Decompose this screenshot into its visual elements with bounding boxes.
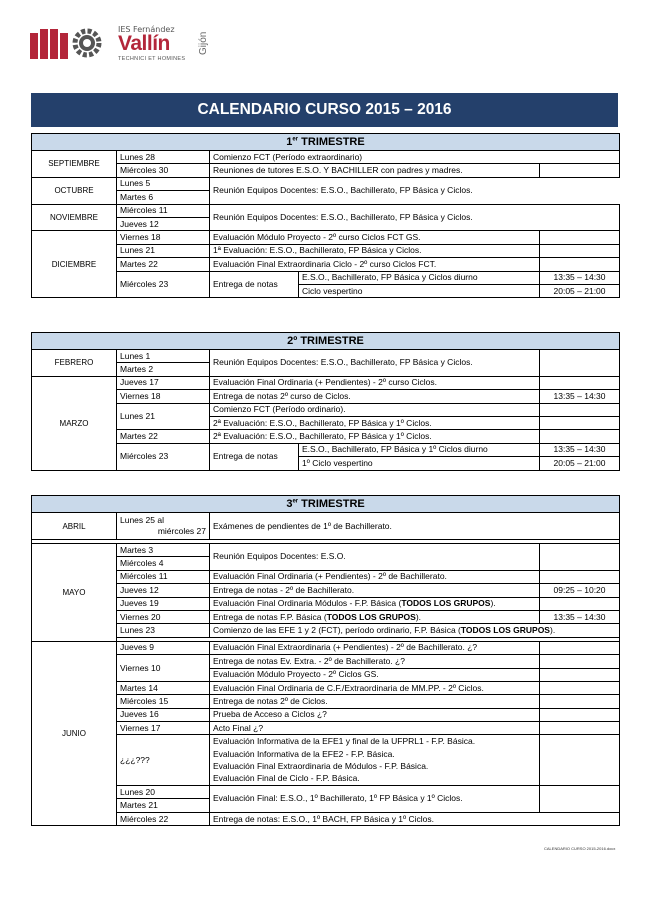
date-cell: Martes 6: [117, 191, 210, 204]
event-cell: Entrega de notas F.P. Básica (TODOS LOS GRUPOS).: [210, 610, 540, 623]
time-cell: [540, 695, 620, 708]
school-logo: [30, 24, 230, 62]
event-cell: Comienzo FCT (Período ordinario).: [210, 403, 540, 416]
trimester-2-table: [31, 332, 620, 471]
date-cell: Miércoles 22: [117, 812, 210, 825]
month-cell: JUNIO: [32, 641, 117, 825]
page-title: CALENDARIO CURSO 2015 – 2016: [31, 93, 618, 127]
event-cell: Evaluación Final Ordinaria de C.F./Extraordinaria de MM.PP. - 2º Ciclos.: [210, 681, 540, 694]
month-cell: NOVIEMBRE: [32, 204, 117, 231]
date-cell: Martes 3: [117, 544, 210, 557]
date-cell: Lunes 21: [117, 403, 210, 430]
event-cell: Exámenes de pendientes de 1º de Bachillerato.: [210, 513, 620, 540]
trimester-1-table: [31, 133, 620, 298]
date-cell: Miércoles 23: [117, 443, 210, 470]
event-cell: Entrega de notas: [210, 271, 299, 298]
time-cell: 13:35 – 14:30: [540, 443, 620, 456]
month-cell: ABRIL: [32, 513, 117, 540]
month-cell: OCTUBRE: [32, 177, 117, 204]
event-cell: Entrega de notas 2º de Ciclos.: [210, 695, 540, 708]
event-cell: Comienzo de las EFE 1 y 2 (FCT), período ordinario, F.P. Básica (TODOS LOS GRUPOS).: [210, 624, 620, 637]
event-cell: Evaluación Final Ordinaria (+ Pendientes) - 2º curso Ciclos.: [210, 376, 540, 389]
event-cell: Evaluación Final: E.S.O., 1º Bachillerato, 1º FP Básica y 1º Ciclos.: [210, 786, 540, 813]
time-cell: [540, 597, 620, 610]
event-cell: Evaluación Final de Ciclo - F.P. Básica.: [210, 773, 540, 786]
time-cell: [540, 668, 620, 681]
time-cell: 13:35 – 14:30: [540, 271, 620, 284]
trimester-3-header: 3er TRIMESTRE: [32, 496, 620, 513]
event-cell: Evaluación Informativa de la EFE1 y final de la UFPRL1 - F.P. Básica.: [210, 735, 540, 748]
event-cell: Evaluación Final Extraordinaria de Módulos - F.P. Básica.: [210, 760, 540, 772]
date-cell: Martes 21: [117, 799, 210, 812]
time-cell: [540, 708, 620, 721]
date-cell: Lunes 1: [117, 350, 210, 363]
event-sub-cell: E.S.O., Bachillerato, FP Básica y Ciclos diurno: [299, 271, 540, 284]
gear-icon: [70, 26, 104, 60]
time-cell: 20:05 – 21:00: [540, 457, 620, 470]
time-cell: [540, 641, 620, 654]
date-cell: Miércoles 11: [117, 570, 210, 583]
date-cell: Martes 22: [117, 258, 210, 271]
event-cell: Comienzo FCT (Período extraordinario): [210, 151, 620, 164]
month-cell: DICIEMBRE: [32, 231, 117, 298]
date-cell: Viernes 10: [117, 655, 210, 682]
time-cell: [540, 430, 620, 443]
time-cell: [540, 231, 620, 244]
date-cell: Miércoles 4: [117, 557, 210, 570]
event-cell: Entrega de notas Ev. Extra. - 2º de Bachillerato. ¿?: [210, 655, 540, 668]
event-cell: 1ª Evaluación: E.S.O., Bachillerato, FP Básica y Ciclos.: [210, 244, 540, 257]
time-cell: [540, 376, 620, 389]
book-icon: [30, 29, 68, 59]
event-cell: Entrega de notas: [210, 443, 299, 470]
date-cell: Lunes 20: [117, 786, 210, 799]
date-cell: Miércoles 15: [117, 695, 210, 708]
trimester-3-table: [31, 495, 620, 826]
date-cell: Viernes 18: [117, 231, 210, 244]
time-cell: [540, 244, 620, 257]
date-cell: Miércoles 11: [117, 204, 210, 217]
logo-line3: TECHNICI ET HOMINES: [118, 56, 186, 62]
time-cell: [540, 681, 620, 694]
event-sub-cell: Ciclo vespertino: [299, 284, 540, 297]
event-cell: Prueba de Acceso a Ciclos ¿?: [210, 708, 540, 721]
event-cell: Reunión Equipos Docentes: E.S.O., Bachillerato, FP Básica y Ciclos.: [210, 204, 620, 231]
date-cell: Viernes 17: [117, 722, 210, 735]
date-cell: Jueves 17: [117, 376, 210, 389]
time-cell: [540, 655, 620, 668]
event-sub-cell: E.S.O., Bachillerato, FP Básica y 1º Ciclos diurno: [299, 443, 540, 456]
date-cell: Lunes 28: [117, 151, 210, 164]
time-cell: [540, 544, 620, 571]
event-cell: Evaluación Módulo Proyecto - 2º Ciclos GS.: [210, 668, 540, 681]
date-cell: Jueves 12: [117, 584, 210, 597]
event-cell: Reunión Equipos Docentes: E.S.O., Bachillerato, FP Básica y Ciclos.: [210, 350, 540, 377]
date-cell: Miércoles 30: [117, 164, 210, 177]
time-cell: [540, 722, 620, 735]
event-cell: Reunión Equipos Docentes: E.S.O., Bachillerato, FP Básica y Ciclos.: [210, 177, 620, 204]
event-cell: Evaluación Final Ordinaria (+ Pendientes) - 2º de Bachillerato.: [210, 570, 540, 583]
event-sub-cell: 1º Ciclo vespertino: [299, 457, 540, 470]
month-cell: MARZO: [32, 376, 117, 470]
month-cell: SEPTIEMBRE: [32, 151, 117, 178]
footer-filename: CALENDARIO CURSO 2015-2016.docx: [544, 846, 616, 851]
logo-city: Gijón: [198, 31, 209, 55]
date-cell: ¿¿¿???: [117, 735, 210, 786]
event-cell: 2ª Evaluación: E.S.O., Bachillerato, FP Básica y 1º Ciclos.: [210, 430, 540, 443]
event-cell: Reunión Equipos Docentes: E.S.O.: [210, 544, 540, 571]
trimester-1-header: 1er TRIMESTRE: [32, 134, 620, 151]
event-cell: Acto Final ¿?: [210, 722, 540, 735]
date-cell: Jueves 16: [117, 708, 210, 721]
date-cell: Viernes 18: [117, 390, 210, 403]
date-cell: Jueves 12: [117, 217, 210, 230]
time-cell: 20:05 – 21:00: [540, 284, 620, 297]
logo-line2: Vallín: [118, 32, 170, 55]
date-cell: Jueves 19: [117, 597, 210, 610]
time-cell: [540, 164, 620, 177]
month-cell: MAYO: [32, 544, 117, 642]
time-cell: [540, 735, 620, 786]
time-cell: [540, 350, 620, 377]
event-cell: Reuniones de tutores E.S.O. Y BACHILLER con padres y madres.: [210, 164, 540, 177]
date-cell: Lunes 5: [117, 177, 210, 190]
date-cell: Lunes 25 al miércoles 27: [117, 513, 210, 540]
time-cell: [540, 416, 620, 429]
date-cell: Martes 14: [117, 681, 210, 694]
event-cell: 2ª Evaluación: E.S.O., Bachillerato, FP Básica y 1º Ciclos.: [210, 416, 540, 429]
date-cell: Viernes 20: [117, 610, 210, 623]
date-cell: Martes 2: [117, 363, 210, 376]
date-cell: Lunes 21: [117, 244, 210, 257]
logo-line1: IES Fernández: [118, 25, 175, 34]
trimester-2-header: 2º TRIMESTRE: [32, 333, 620, 350]
event-cell: Evaluación Módulo Proyecto - 2º curso Ciclos FCT GS.: [210, 231, 540, 244]
date-cell: Martes 22: [117, 430, 210, 443]
date-cell: Miércoles 23: [117, 271, 210, 298]
time-cell: [540, 786, 620, 813]
time-cell: [540, 258, 620, 271]
event-cell: Evaluación Informativa de la EFE2 - F.P. Básica.: [210, 748, 540, 760]
event-cell: Evaluación Final Extraordinaria (+ Pendientes) - 2º de Bachillerato. ¿?: [210, 641, 540, 654]
time-cell: 13:35 – 14:30: [540, 610, 620, 623]
event-cell: Evaluación Final Ordinaria Módulos - F.P. Básica (TODOS LOS GRUPOS).: [210, 597, 540, 610]
time-cell: [540, 403, 620, 416]
date-cell: Jueves 9: [117, 641, 210, 654]
time-cell: [540, 570, 620, 583]
event-cell: Entrega de notas: E.S.O., 1º BACH, FP Básica y 1º Ciclos.: [210, 812, 620, 825]
time-cell: 09:25 – 10:20: [540, 584, 620, 597]
event-cell: Entrega de notas 2º curso de Ciclos.: [210, 390, 540, 403]
month-cell: FEBRERO: [32, 350, 117, 377]
event-cell: Entrega de notas - 2º de Bachillerato.: [210, 584, 540, 597]
time-cell: 13:35 – 14:30: [540, 390, 620, 403]
event-cell: Evaluación Final Extraordinaria Ciclo - 2º curso Ciclos FCT.: [210, 258, 540, 271]
date-cell: Lunes 23: [117, 624, 210, 637]
